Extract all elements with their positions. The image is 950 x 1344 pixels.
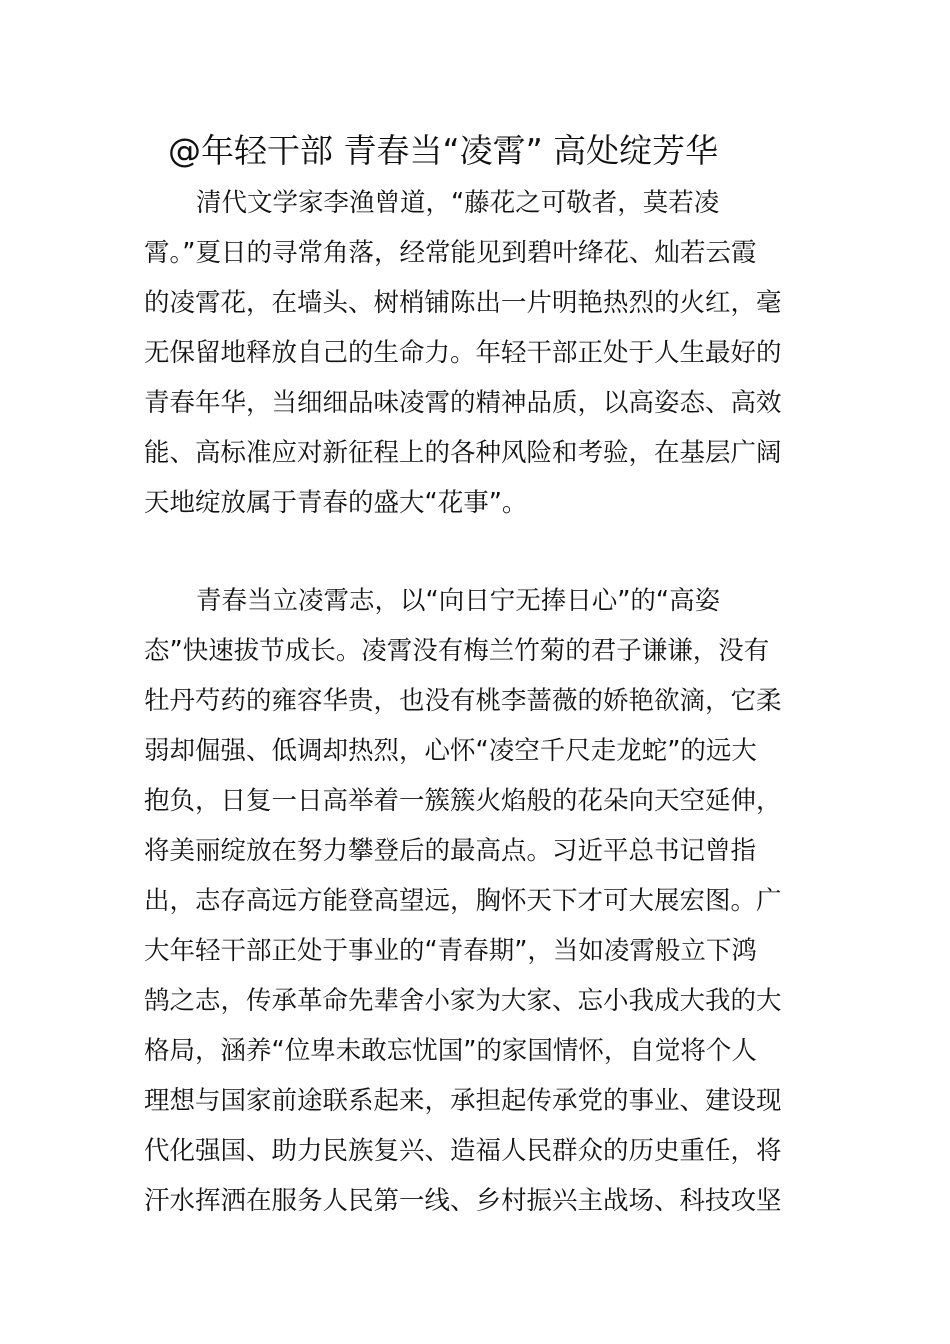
text-line: 清代文学家李渔曾道，“藤花之可敬者，莫若凌 [196, 188, 720, 218]
text-line: 抱负，日复一日高举着一簇簇火焰般的花朵向天空延伸， [144, 786, 782, 816]
text-line: 态”快速拔节成长。凌霄没有梅兰竹菊的君子谦谦，没有 [144, 636, 770, 666]
text-line: 牡丹芍药的雍容华贵，也没有桃李蔷薇的娇艳欲滴，它柔 [144, 686, 782, 716]
text-line: 大年轻干部正处于事业的“青春期”，当如凌霄般立下鸿 [144, 936, 757, 966]
text-line: 弱却倔强、低调却热烈，心怀“凌空千尺走龙蛇”的远大 [144, 736, 757, 766]
text-line: 无保留地释放自己的生命力。年轻干部正处于人生最好的 [144, 338, 782, 368]
text-line: 代化强国、助力民族复兴、造福人民群众的历史重任，将 [144, 1136, 782, 1166]
text-line: 将美丽绽放在努力攀登后的最高点。习近平总书记曾指 [144, 836, 757, 866]
text-line: 格局，涵养“位卑未敢忘忧国”的家国情怀，自觉将个人 [144, 1036, 757, 1066]
text-line: 汗水挥洒在服务人民第一线、乡村振兴主战场、科技攻坚 [144, 1186, 782, 1216]
text-line: 的凌霄花，在墙头、树梢铺陈出一片明艳热烈的火红，毫 [144, 288, 782, 318]
page-title: @年轻干部 青春当“凌霄” 高处绽芳华 [168, 131, 719, 170]
text-line: 出，志存高远方能登高望远，胸怀天下才可大展宏图。广 [144, 886, 782, 916]
text-line: 能、高标准应对新征程上的各种风险和考验，在基层广阔 [144, 438, 782, 468]
text-line: 霄。”夏日的寻常角落，经常能见到碧叶绛花、灿若云霞 [144, 238, 757, 268]
paragraph-2 [144, 576, 808, 1226]
paragraph-1 [144, 178, 808, 528]
text-line: 鹄之志，传承革命先辈舍小家为大家、忘小我成大我的大 [144, 986, 782, 1016]
text-line: 天地绽放属于青春的盛大“花事”。 [144, 488, 528, 518]
text-line: 青春当立凌霄志，以“向日宁无捧日心”的“高姿 [196, 586, 721, 616]
text-line: 理想与国家前途联系起来，承担起传承党的事业、建设现 [144, 1086, 782, 1116]
text-line: 青春年华，当细细品味凌霄的精神品质，以高姿态、高效 [144, 388, 782, 418]
